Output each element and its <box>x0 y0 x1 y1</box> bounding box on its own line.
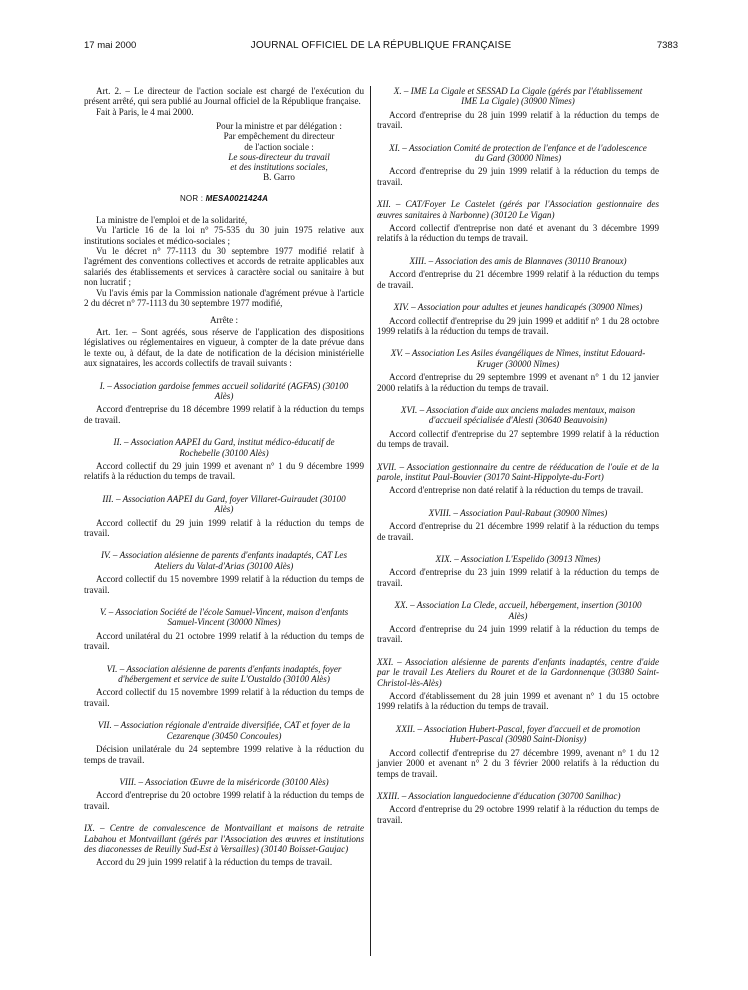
section-text: Accord d'entreprise du 29 juin 1999 relatif à la réduction du temps de travail. <box>377 166 659 187</box>
section-title: XIV. – Association pour adultes et jeunes handicapés (30900 Nîmes) <box>393 302 643 313</box>
section-title: X. – IME La Cigale et SESSAD La Cigale (gérés par l'établissement IME La Cigale) (30900 Nîmes) <box>393 86 643 107</box>
section-title: XX. – Association La Clede, accueil, hébergement, insertion (30100 Alès) <box>394 600 642 621</box>
section-text: Accord collectif d'entreprise non daté et avenant du 3 décembre 1999 relatifs à la réduction du temps de travail. <box>377 223 659 244</box>
signature-line: de l'action sociale : <box>244 141 314 152</box>
section-text: Accord du 29 juin 1999 relatif à la réduction du temps de travail. <box>96 857 333 868</box>
section-title: XI. – Association Comité de protection de l'enfance et de l'adolescence du Gard (30000 Nîmes) <box>389 142 647 164</box>
signature-block <box>194 121 364 182</box>
section-text: Accord d'entreprise du 29 septembre 1999 et avenant n° 1 du 12 janvier 2000 relatifs à la réduction du temps de travail. <box>377 372 659 393</box>
column-divider <box>370 86 371 956</box>
section-title: XXI. – Association alésienne de parents d'enfants inadaptés, centre d'aide par le travail Les Ateliers du Rouret et de la Gardonnenque (30380 Saint-Christol-lès-Alès) <box>377 656 659 688</box>
section-text: Accord collectif du 15 novembre 1999 relatif à la réduction du temps de travail. <box>84 574 364 595</box>
page-number: 7383 <box>656 40 678 51</box>
section-text: Accord collectif du 15 novembre 1999 relatif à la réduction du temps de travail. <box>84 687 364 708</box>
article-2: Art. 2. – Le directeur de l'action sociale est chargé de l'exécution du présent arrêté, qui sera publié au Journal officiel de la République française. <box>84 86 364 107</box>
right-column <box>377 86 659 825</box>
fait-a-paris: Fait à Paris, le 4 mai 2000. <box>96 106 194 117</box>
section-text: Accord d'entreprise du 21 décembre 1999 relatif à la réduction du temps de travail. <box>377 269 659 290</box>
preamble-line: La ministre de l'emploi et de la solidarité, <box>96 214 248 225</box>
signature-line: et des institutions sociales, <box>230 162 328 173</box>
signature-line: Par empêchement du directeur <box>223 131 335 142</box>
journal-title: JOURNAL OFFICIEL DE LA RÉPUBLIQUE FRANÇAISE <box>250 40 512 51</box>
section-text: Accord collectif d'entreprise du 27 septembre 1999 relatif à la réduction du temps de travail. <box>377 428 659 450</box>
section-title: XVII. – Association gestionnaire du centre de rééducation de l'ouïe et de la parole, institut Paul-Bouvier (30170 Saint-Hippolyte-du-Fort) <box>377 461 659 482</box>
section-text: Accord d'entreprise du 18 décembre 1999 relatif à la réduction du temps de travail. <box>84 404 364 425</box>
nor-code: MESA0021424A <box>205 194 269 204</box>
section-title: III. – Association AAPEI du Gard, foyer Villaret-Guiraudet (30100 Alès) <box>102 493 346 515</box>
section-title: XV. – Association Les Asiles évangéliques de Nîmes, institut Edouard-Kruger (30000 Nîmes) <box>390 348 646 369</box>
section-title: XII. – CAT/Foyer Le Castelet (gérés par l'Association gestionnaire des œuvres sanitaires à Narbonne) (30120 Le Vigan) <box>377 199 659 220</box>
nor-reference <box>84 194 364 204</box>
section-text: Accord d'entreprise du 21 décembre 1999 relatif à la réduction du temps de travail. <box>377 521 659 542</box>
section-text: Accord d'entreprise du 28 juin 1999 relatif à la réduction du temps de travail. <box>377 109 659 131</box>
section-text: Accord collectif du 29 juin 1999 et avenant n° 1 du 9 décembre 1999 relatifs à la réduction du temps de travail. <box>84 460 364 482</box>
section-text: Accord d'établissement du 28 juin 1999 et avenant n° 1 du 15 octobre 1999 relatifs à la réduction du temps de travail. <box>377 691 659 712</box>
signatory-name: B. Garro <box>263 172 295 183</box>
section-title: V. – Association Société de l'école Samuel-Vincent, maison d'enfants Samuel-Vincent (30000 Nîmes) <box>99 607 349 628</box>
section-title: XIII. – Association des amis de Blannaves (30110 Branoux) <box>409 255 627 266</box>
preamble-line: Vu l'avis émis par la Commission nationale d'agrément prévue à l'article 2 du décret n° 77-1113 du 30 septembre 1977 modifié, <box>84 287 364 309</box>
section-text: Accord d'entreprise du 24 juin 1999 relatif à la réduction du temps de travail. <box>377 624 659 645</box>
section-title: XXIII. – Association languedocienne d'éducation (30700 Sanilhac) <box>377 790 621 801</box>
section-text: Décision unilatérale du 24 septembre 1999 relative à la réduction du temps de travail. <box>84 744 364 765</box>
section-title: XXII. – Association Hubert-Pascal, foyer d'accueil et de promotion Hubert-Pascal (30980 Saint-Dionisy) <box>395 723 641 745</box>
section-text: Accord collectif d'entreprise du 27 décembre 1999, avenant n° 1 du 12 janvier 2000 et avenant n° 2 du 3 février 2000 relatifs à la réduction du temps de travail. <box>377 747 659 779</box>
section-title: II. – Association AAPEI du Gard, institut médico-éducatif de Rochebelle (30100 Alès) <box>113 437 335 458</box>
section-title: VI. – Association alésienne de parents d'enfants inadaptés, foyer d'hébergement et service de suite L'Oustaldo (30100 Alès) <box>106 663 342 685</box>
section-title: IX. – Centre de convalescence de Montvaillant et maisons de retraite Labahou et Montvaillant (gérés par l'Association des œuvres et institutions des diaconesses de Reuilly Sud-Est à Versailles) (30140 Boisset-Gaujac) <box>84 823 364 854</box>
preamble-line: Vu l'article 16 de la loi n° 75-535 du 30 juin 1975 relative aux institutions sociales et médico-sociales ; <box>84 225 364 246</box>
arrete-heading: Arrête : <box>209 314 239 325</box>
section-title: XVIII. – Association Paul-Rabaut (30900 Nîmes) <box>428 507 608 518</box>
nor-label: NOR : <box>179 194 204 204</box>
section-title: VII. – Association régionale d'entraide diversifiée, CAT et foyer de la Cezarenque (30450 Concoules) <box>97 720 351 741</box>
preamble-line: Vu le décret n° 77-1113 du 30 septembre 1977 modifié relatif à l'agrément des conventions collectives et accords de retraite applicables aux salariés des établissements et services à caractère social ou sanitaire à but non lucratif ; <box>84 246 364 288</box>
signature-line: Pour la ministre et par délégation : <box>216 121 342 132</box>
left-column <box>84 86 364 868</box>
section-text: Accord collectif du 29 juin 1999 relatif à la réduction du temps de travail. <box>84 517 364 538</box>
page-header <box>84 40 678 54</box>
section-title: I. – Association gardoise femmes accueil solidarité (AGFAS) (30100 Alès) <box>99 380 349 401</box>
section-text: Accord d'entreprise du 29 octobre 1999 relatif à la réduction du temps de travail. <box>377 804 659 825</box>
section-text: Accord d'entreprise du 23 juin 1999 relatif à la réduction du temps de travail. <box>377 567 659 588</box>
section-text: Accord collectif d'entreprise du 29 juin 1999 et additif n° 1 du 28 octobre 1999 relatifs à la réduction du temps de travail. <box>377 315 659 336</box>
section-text: Accord unilatéral du 21 octobre 1999 relatif à la réduction du temps de travail. <box>84 630 364 652</box>
header-date: 17 mai 2000 <box>84 40 137 51</box>
section-title: XVI. – Association d'aide aux anciens malades mentaux, maison d'accueil spécialisée d'Alesti (30640 Beauvoisin) <box>400 404 636 426</box>
signature-line: Le sous-directeur du travail <box>228 151 330 162</box>
agreement-list-left <box>84 381 364 868</box>
article-1: Art. 1er. – Sont agréés, sous réserve de l'application des dispositions législatives ou réglementaires en vigueur, à compter de la date prévue dans le texte ou, à défaut, de la date de notification de la décision ministérielle aux signataires, les accords collectifs de travail suivants : <box>84 326 364 369</box>
section-text: Accord d'entreprise du 20 octobre 1999 relatif à la réduction du temps de travail. <box>84 790 364 811</box>
section-title: XIX. – Association L'Espelido (30913 Nîmes) <box>435 554 601 564</box>
section-title: IV. – Association alésienne de parents d'enfants inadaptés, CAT Les Ateliers du Valat-d'Arias (30100 Alès) <box>100 550 348 571</box>
section-text: Accord d'entreprise non daté relatif à la réduction du temps de travail. <box>389 485 644 496</box>
section-title: VIII. – Association Œuvre de la miséricorde (30100 Alès) <box>119 776 329 787</box>
